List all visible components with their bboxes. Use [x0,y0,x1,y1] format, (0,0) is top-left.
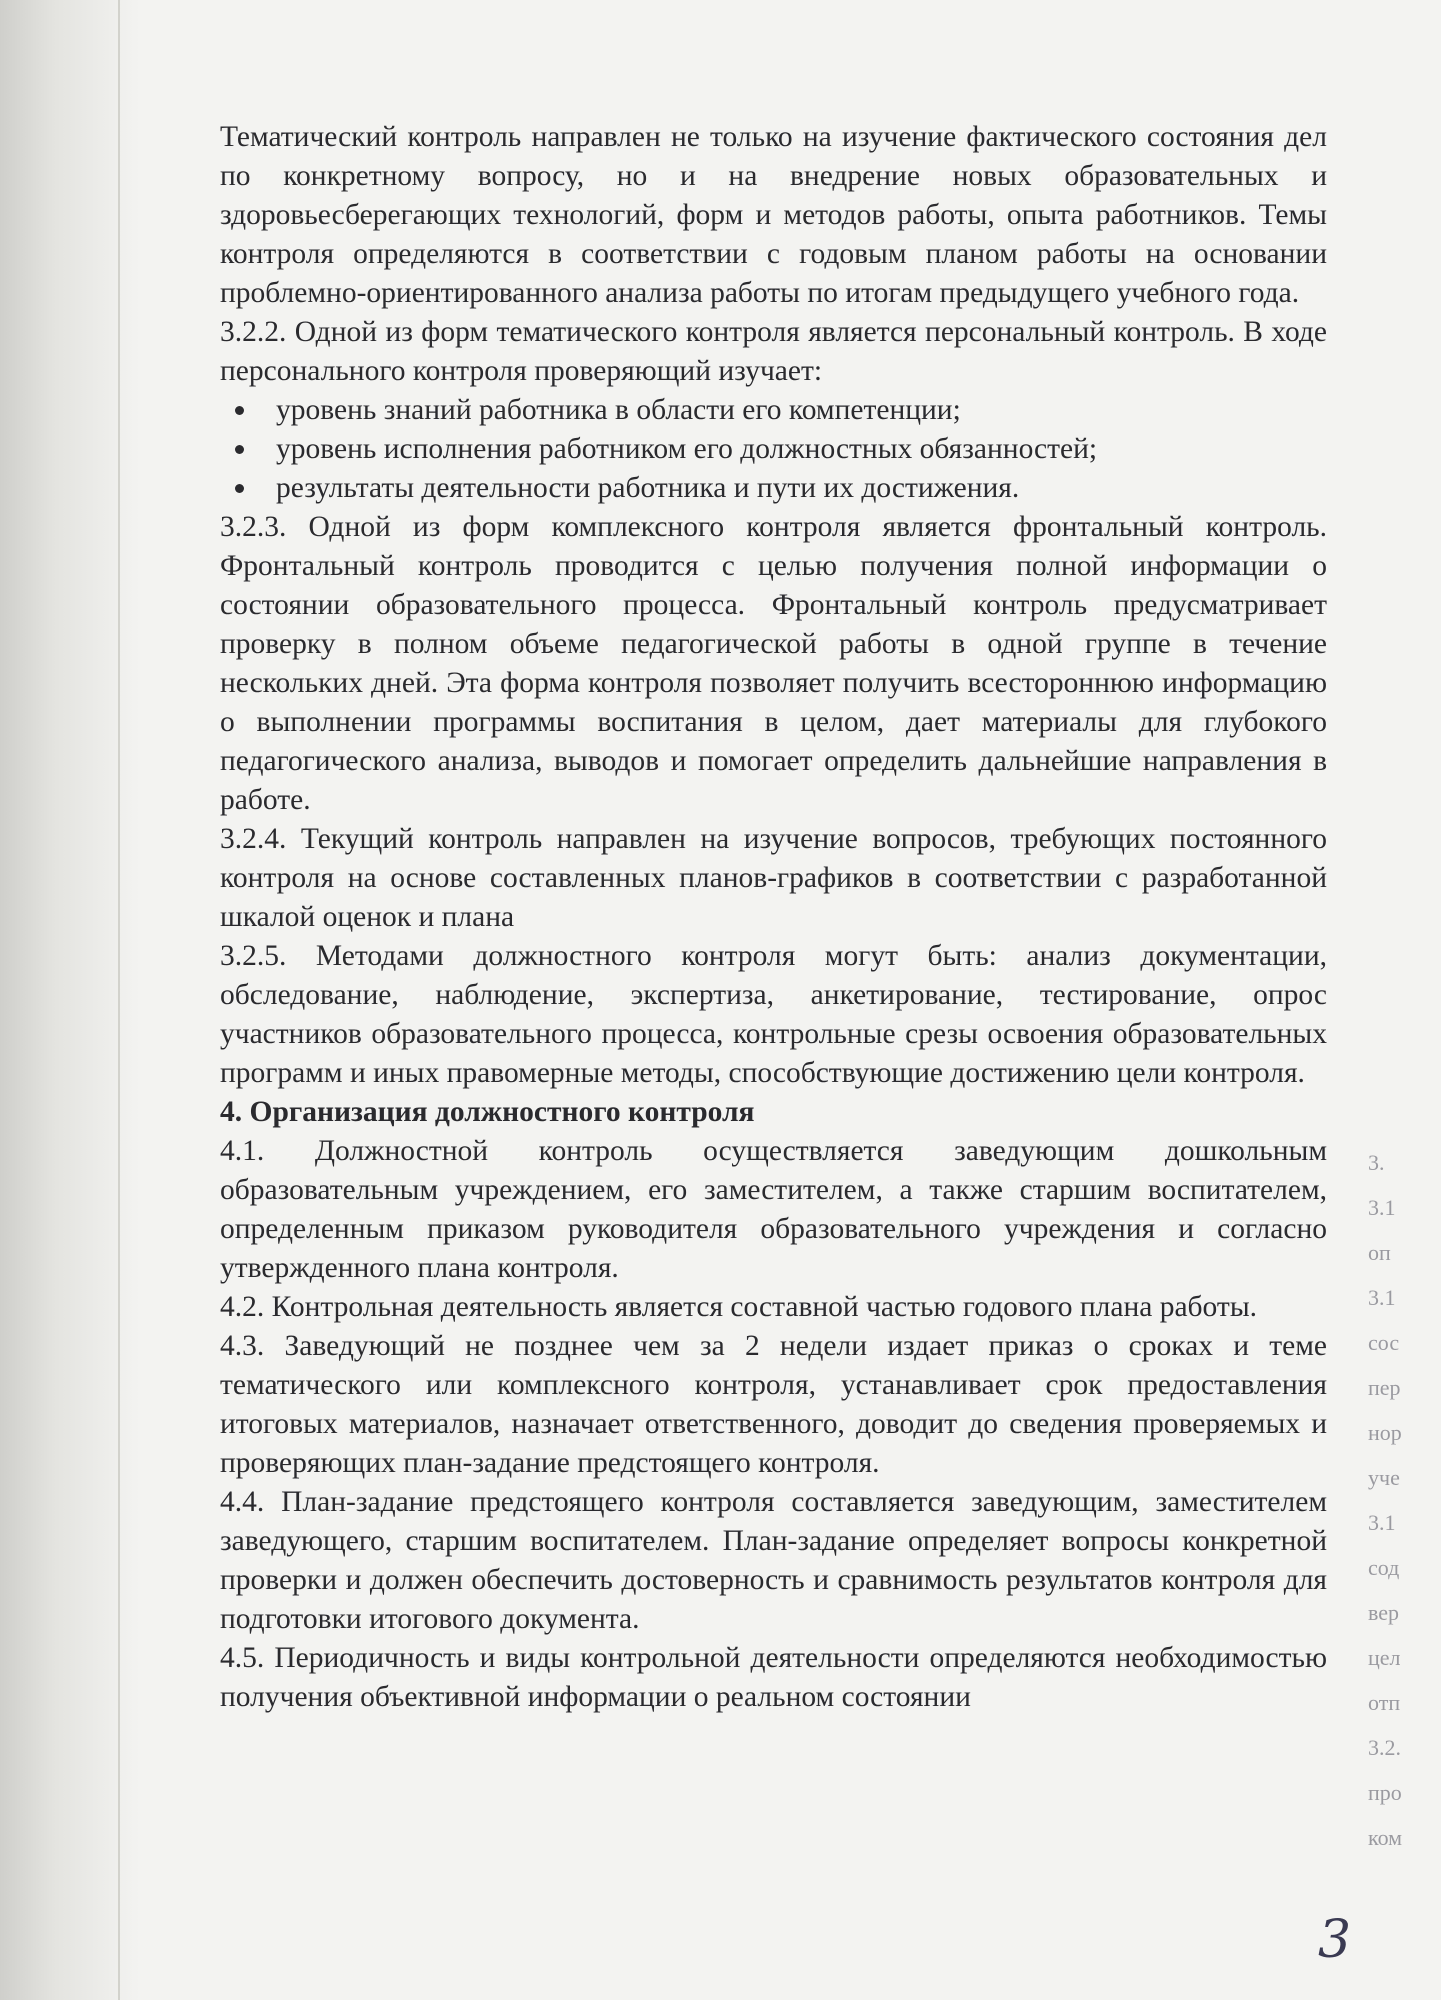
bleed-fragment: сос [1368,1330,1400,1355]
bleed-fragment: пер [1368,1375,1401,1400]
bleed-fragment: 3. [1368,1150,1385,1175]
bleed-fragment: 3.2. [1368,1735,1401,1760]
bleed-fragment: вер [1368,1600,1400,1625]
paragraph-3-2-2: 3.2.2. Одной из форм тематического контроля является персональный контроль. В ходе персонального контроля проверяющий изучает: [220,316,1327,387]
bullet-item: уровень знаний работника в области его компетенции; [220,391,1327,430]
paragraph-3-2-3: 3.2.3. Одной из форм комплексного контроля является фронтальный контроль. Фронтальный контроль проводится с целью получения полной информации о состоянии образовательного процесса. Фронтальный контроль предусматривает проверку в полном объеме педагогической работы в одной группе в течение нескольких дней. Эта форма контроля позволяет получить всестороннюю информацию о выполнении программы воспитания в целом, дает материалы для глубокого педагогического анализа, выводов и помогает определить дальнейшие направления в работе. [220,511,1327,816]
bleed-fragment: ком [1368,1825,1403,1850]
page-edge [118,0,120,2000]
paragraph-3-2-5: 3.2.5. Методами должностного контроля могут быть: анализ документации, обследование, наблюдение, экспертиза, анкетирование, тестирование, опрос участников образовательного процесса, контрольные срезы освоения образовательных программ и иных правомерные методы, способствующие достижению цели контроля. [220,940,1327,1089]
bleed-fragment: 3.1 [1368,1285,1396,1310]
paragraph-thematic-control: Тематический контроль направлен не только на изучение фактического состояния дел по конкретному вопросу, но и на внедрение новых образовательных и здоровьесберегающих технологий, форм и методов работы, опыта работников. Темы контроля определяются в соответствии с годовым планом работы на основании проблемно-ориентированного анализа работы по итогам предыдущего учебного года. [220,121,1327,309]
bleed-fragment: отп [1368,1690,1401,1715]
paragraph-4-3: 4.3. Заведующий не позднее чем за 2 недели издает приказ о сроках и теме тематического или комплексного контроля, устанавливает срок предоставления итоговых материалов, назначает ответственного, доводит до сведения проверяемых и проверяющих план-задание предстоящего контроля. [220,1330,1327,1479]
bleed-fragment: нор [1368,1420,1402,1445]
bleed-fragment: цел [1368,1645,1401,1670]
document-body [220,118,1327,1717]
section-heading: 4. Организация должностного контроля [220,1096,755,1128]
bleed-fragment: 3.1 [1368,1510,1396,1535]
bullet-dot-icon [235,445,244,454]
paragraph-4-2: 4.2. Контрольная деятельность является составной частью годового плана работы. [220,1291,1258,1323]
bullet-item: результаты деятельности работника и пути их достижения. [220,469,1327,508]
paragraph-3-2-4: 3.2.4. Текущий контроль направлен на изучение вопросов, требующих постоянного контроля на основе составленных планов-графиков в соответствии с разработанной шкалой оценок и плана [220,823,1327,933]
bleed-fragment: 3.1 [1368,1195,1396,1220]
bleed-fragment: про [1368,1780,1402,1805]
bullet-dot-icon [235,406,244,415]
bleed-fragment: сод [1368,1555,1400,1580]
paragraph-4-1: 4.1. Должностной контроль осуществляется заведующим дошкольным образовательным учреждением, его заместителем, а также старшим воспитателем, определенным приказом руководителя образовательного учреждения и согласно утвержденного плана контроля. [220,1135,1327,1284]
page-number: 3 [1318,1910,1352,1970]
bleed-fragment: уче [1368,1465,1400,1490]
bullet-list [220,391,1327,508]
bullet-dot-icon [235,484,244,493]
paragraph-4-5: 4.5. Периодичность и виды контрольной деятельности определяются необходимостью получения объективной информации о реальном состоянии [220,1642,1327,1713]
paragraph-4-4: 4.4. План-задание предстоящего контроля составляется заведующим, заместителем заведующего, старшим воспитателем. План-задание определяет вопросы конкретной проверки и должен обеспечить достоверность и сравнимость результатов контроля для подготовки итогового документа. [220,1486,1327,1635]
bullet-item: уровень исполнения работником его должностных обязанностей; [220,430,1327,469]
bleed-through-text [1368,1140,1441,1860]
bleed-fragment: оп [1368,1240,1391,1265]
